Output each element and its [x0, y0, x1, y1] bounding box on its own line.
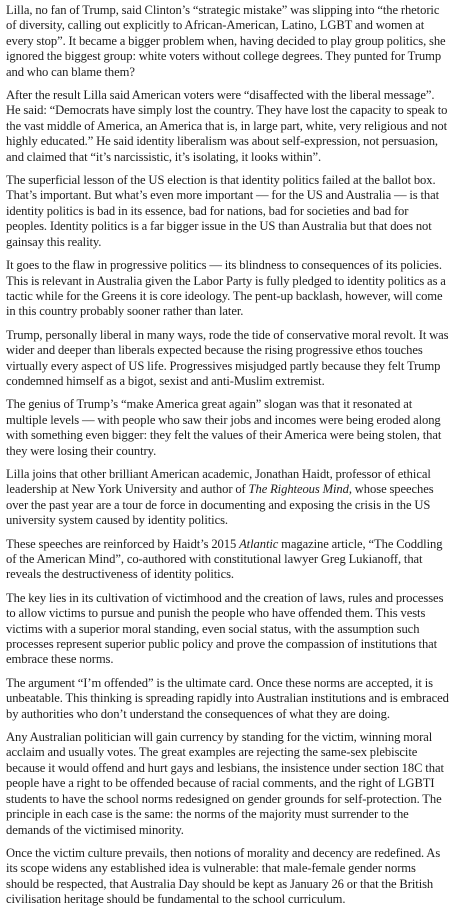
paragraph-text: The key lies in its cultivation of victimhood and the creation of laws, rules and processes to allow victims to pursue and punish the people who have offended them. This vests victims with a superior moral standing, even social status, with the assumption such processes represent superior public policy and prove the compassion of institutions that embrace these norms.: [6, 590, 444, 667]
paragraph-text: The superficial lesson of the US election is that identity politics failed at the ballot box. That’s important. But what’s even more important — for the US and Australia — is that identity politics is bad in its essence, bad for nations, bad for societies and bad for peoples. Identity politics is a far bigger issue in the US than Australia but that does not gainsay this reality.: [6, 173, 440, 249]
book-title: The Righteous Mind: [248, 482, 349, 497]
paragraph: [6, 537, 450, 583]
paragraph-text: After the result Lilla said American voters were “disaffected with the liberal message”. He said: “Democrats have simply lost the country. They have lost the capacity to speak to the vast middle of America, an America that is, in large part, white, very religious and not highly educated.” He said identity liberalism was about self-expression, not persuasion, and claimed that “it’s narcissistic, it’s isolating, it looks within”.: [6, 88, 448, 164]
paragraph-text: Once the victim culture prevails, then notions of morality and decency are redefined. As its scope widens any established idea is vulnerable: that male-female gender norms should be respected, that Australia Day should be kept as January 26 or that the British civilisation heritage should be fundamental to the school curriculum.: [6, 845, 441, 907]
paragraph-text: The genius of Trump’s “make America great again” slogan was that it resonated at multiple levels — with people who saw their jobs and incomes were being eroded along with something even bigger: they felt the values of their America were being stolen, that they were losing their country.: [6, 397, 442, 458]
paragraph: [6, 846, 450, 908]
paragraph: [6, 676, 450, 722]
paragraph: [6, 88, 450, 165]
paragraph: [6, 591, 450, 668]
paragraph-text: Trump, personally liberal in many ways, rode the tide of conservative moral revolt. It was wider and deeper than liberals expected because the rising progressive ethos touches virtually every aspect of US life. Progressives misjudged partly because they felt Trump condemned himself as a bigot, sexist and anti-Muslim extremist.: [6, 327, 449, 388]
paragraph: [6, 328, 450, 390]
paragraph: [6, 3, 450, 80]
paragraph-text: magazine article, “The Coddling of the American Mind”, co-authored with constitutional lawyer Greg Lukianoff, that reveals the destructiveness of identity politics.: [6, 536, 443, 582]
paragraph-text: , whose speeches over the past year are a tour de force in documenting and exposing the crisis in the US university system caused by identity politics.: [6, 482, 434, 528]
paragraph-text: It goes to the flaw in progressive politics — its blindness to consequences of its policies. This is relevant in Australia given the Labor Party is fully pledged to identity politics as a tactic while for the Greens it is core ideology. The pent-up backlash, however, will come in this country probably sooner rather than later.: [6, 258, 446, 319]
paragraph: [6, 397, 450, 459]
paragraph: [6, 173, 450, 250]
paragraph-text: The argument “I’m offended” is the ultimate card. Once these norms are accepted, it is unbeatable. This thinking is spreading rapidly into Australian institutions and is embraced by authorities who don’t understand the consequences of what they are doing.: [6, 675, 449, 721]
paragraph: [6, 258, 450, 320]
paragraph-text: These speeches are reinforced by Haidt’s 2015: [6, 536, 240, 551]
paragraph-text: Lilla, no fan of Trump, said Clinton’s “strategic mistake” was slipping into “the rhetoric of diversity, calling out explicitly to African-American, Latino, LGBT and women at every stop”. It became a bigger problem when, having decided to play group politics, she ignored the biggest group: white voters without college degrees. They punted for Trump and who can blame them?: [6, 3, 446, 79]
paragraph-text: Any Australian politician will gain currency by standing for the victim, winning moral acclaim and usually votes. The great examples are rejecting the same-sex plebiscite because it would offend and hurt gays and lesbians, the insistence under section 18C that people have a right to be offended because of racial comments, and the right of LGBTI students to have the school norms redesigned on gender grounds for self-protection. The principle in each case is the same: the norms of the majority must surrender to the demands of the victimised minority.: [6, 730, 444, 837]
magazine-title: Atlantic: [239, 536, 279, 551]
paragraph: [6, 467, 450, 529]
paragraph: [6, 730, 450, 838]
paragraph-text: Lilla joins that other brilliant American academic, Jonathan Haidt, professor of ethical leadership at New York University and author of: [6, 466, 431, 497]
